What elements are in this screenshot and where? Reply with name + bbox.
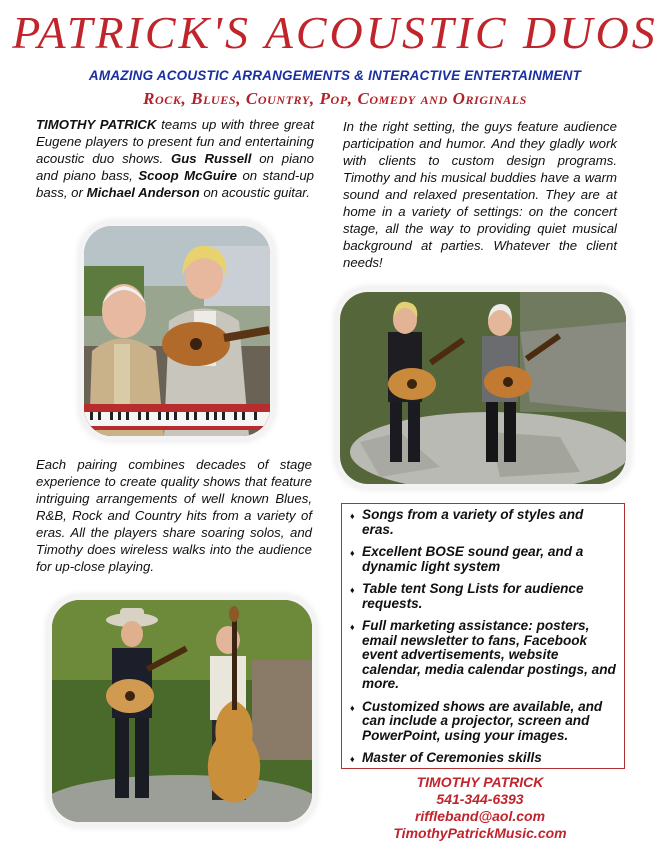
- player-name: Gus Russell: [170, 151, 252, 166]
- feature-text: Excellent BOSE sound gear, and a dynamic light system: [362, 544, 584, 574]
- genres-subtitle: Rock, Blues, Country, Pop, Comedy and Originals: [143, 89, 527, 108]
- diamond-bullet-icon: ♦: [350, 511, 355, 521]
- intro-text: on stand-up bass, or: [36, 168, 314, 200]
- feature-item: [350, 751, 618, 766]
- diamond-bullet-icon: ♦: [350, 548, 355, 558]
- feature-item: [350, 619, 618, 692]
- feature-text: Full marketing assistance: posters, email newsletter to fans, Facebook event advertisements, website calendar, media calendar postings, and more.: [362, 618, 616, 691]
- diamond-bullet-icon: ♦: [350, 702, 355, 713]
- page-title: PATRICK'S ACOUSTIC DUOS: [12, 7, 658, 58]
- feature-text: Customized shows are available, and can include a projector, screen and PowerPoint, using your images.: [362, 698, 603, 743]
- pairing-paragraph: Each pairing combines decades of stage experience to create quality shows that feature intriguing arrangements of well known Blues, R&B, Rock and Country hits from a variety of eras. All the players share soaring solos, and Timothy does wireless walks into the audience for up-close playing.: [36, 457, 312, 574]
- intro-text: on acoustic guitar.: [199, 185, 310, 200]
- intro-paragraph: [36, 116, 314, 201]
- guitar-and-bass-photo: [52, 600, 312, 822]
- player-name: Michael Anderson: [86, 185, 200, 200]
- contact-email[interactable]: riffleband@aol.com: [414, 808, 546, 824]
- settings-paragraph: In the right setting, the guys feature audience participation and humor. And they gladly work with clients to custom design programs. Timothy and his musical buddies have a warm sound and relaxed presentation. They are at home in a variety of settings: on the concert stage, all the way to providing quiet musical background at parties. Whatever the client needs!: [343, 119, 617, 270]
- intro-text: teams up with three great Eugene players to present fun and entertaining acoustic duo shows.: [36, 117, 314, 166]
- diamond-bullet-icon: ♦: [350, 622, 355, 632]
- contact-website[interactable]: TimothyPatrickMusic.com: [393, 825, 567, 841]
- diamond-bullet-icon: ♦: [350, 585, 355, 595]
- feature-text: Songs from a variety of styles and eras.: [362, 507, 584, 537]
- features-list: [350, 508, 618, 766]
- feature-item: [350, 700, 618, 744]
- feature-text: Table tent Song Lists for audience requests.: [362, 581, 584, 611]
- contact-name: TIMOTHY PATRICK: [416, 774, 544, 790]
- player-name: Scoop McGuire: [138, 168, 237, 183]
- feature-item: [350, 545, 618, 574]
- intro-name: TIMOTHY PATRICK: [36, 117, 157, 132]
- tagline: AMAZING ACOUSTIC ARRANGEMENTS & INTERACTIVE ENTERTAINMENT: [88, 68, 582, 83]
- keyboard-guitar-photo: [84, 226, 270, 436]
- contact-block: [330, 774, 630, 842]
- feature-item: [350, 582, 618, 611]
- contact-phone: 541-344-6393: [436, 791, 524, 807]
- feature-text: Master of Ceremonies skills: [362, 750, 542, 765]
- feature-item: [350, 508, 618, 537]
- diamond-bullet-icon: ♦: [350, 754, 355, 764]
- intro-text: on piano and piano bass,: [36, 151, 314, 183]
- features-box: [341, 503, 625, 769]
- two-guitarists-photo: [340, 292, 626, 484]
